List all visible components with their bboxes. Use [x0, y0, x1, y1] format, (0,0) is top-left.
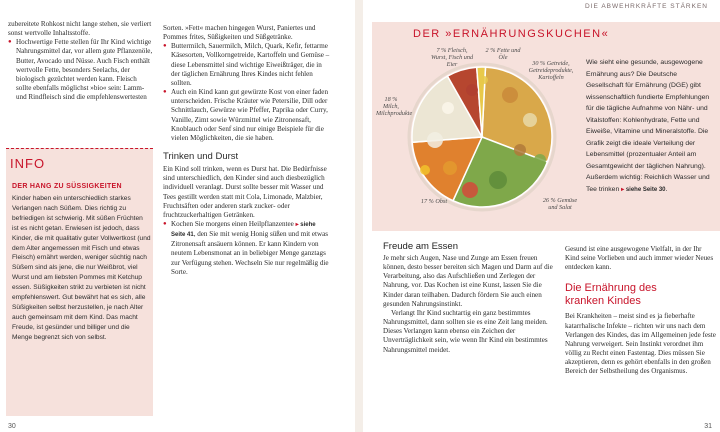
col4-intro: Gesund ist eine ausgewogene Vielfalt, in der Ihr Kind seine Vorlieben und auch immer wieder Neues entdecken kann.	[565, 245, 714, 272]
col4-para: Bei Krankheiten – meist sind es ja fieberhafte katarrhalische Infekte – richten wir uns nach dem Verlangen des Kindes, das im Allgemeinen jede feste Nahrung verweigert. Sein Instinkt verordnet ihm völlig zu Recht einen Fastentag. Dies müssen Sie akzeptieren, denn es gehört ebenfalls in den großen Bereich der Selbstheilung des Organismus.	[565, 312, 716, 376]
food-illustration	[534, 154, 546, 166]
food-illustration	[523, 113, 537, 127]
pie-label-fruit	[414, 198, 454, 205]
col2-bullet-tea-end: , den Sie mit wenig Honig süßen und mit etwas Zitronensaft ansäuern können. Er kann Kindern von neutem Lebensmonat an in beliebiger Menge ganztags zur Verfügung stehen. Wechseln Sie nur regelmäßig die Sorte.	[171, 230, 329, 276]
food-illustration	[427, 132, 443, 148]
food-illustration	[442, 102, 454, 114]
col3-para1: Je mehr sich Augen, Nase und Zunge am Essen freuen können, desto besser bereiten sich Magen und Darm auf die Verarbeitung, also das Aufschließen und Zerlegen der Nahrung, vor. Das Kochen ist eine Kunst, lassen Sie die Kinder daran teilhaben. Dadurch fördern Sie auch einen gesunden Nahrungsinstinkt.	[383, 254, 553, 308]
col1-bullet-fats: ● Hochwertige Fette stellen für Ihr Kind wichtige Nahrungsmittel dar, vor allem gute Pflanzenöle, Butter, Avocado und Nüsse. Auch Fisch enthält wertvolle Fette, besonders Seelachs, der biologisch gezüchtet werden kann. Fleisch sollte ebenfalls möglichst »bio« sein: Lamm- und Rindfleisch sind die empfehlenswertesten	[8, 38, 153, 102]
pie-label-fats-pct: 2 %	[485, 47, 496, 54]
food-illustration	[466, 84, 478, 96]
pie-label-fats-text: Fette und Öle	[496, 47, 521, 62]
food-illustration	[514, 144, 526, 156]
left-column-2	[163, 24, 330, 277]
col1-intro: zubereitete Rohkost nicht lange stehen, sie verliert sonst wertvolle Inhaltsstoffe.	[8, 20, 152, 38]
pie-label-milk-pct: 18 %	[384, 96, 398, 103]
col2-bullet-protein: ● Buttermilch, Sauermilch, Milch, Quark, Kefir, fettarme Käsesorten, Vollkorngetreide, Kartoffeln und Gemüse – diese Lebensmittel sind wichtige Eiweißträger, die in der täglichen Ernährung Ihres Kindes nicht fehlen sollten.	[163, 42, 330, 88]
pie-label-meat-pct: 7 %	[436, 47, 447, 54]
page-reference-text: siehe Seite 41	[171, 221, 316, 239]
info-subtitle: DER HANG ZU SÜSSIGKEITEN	[12, 183, 122, 190]
col2-bullet-tea-start: Kochen Sie morgens einen Heilpflanzentee	[171, 219, 294, 228]
info-label: INFO	[10, 156, 46, 171]
right-column-2	[565, 245, 717, 377]
arrow-right-icon: ▸	[295, 221, 299, 228]
pie-label-fats	[485, 47, 521, 61]
page-reference-30[interactable]	[621, 187, 665, 193]
info-body: Kinder haben ein unterschiedlich starkes Verlangen nach Süßem. Dies richtig zu befriedigen ist schwierig. Mit süßen Früchten ist es nicht getan. Erwiesen ist jedoch, dass Kinder, die mit qualitativ guter Vollwertkost (und dem Alter angemessen mit Fisch und etwas Fleisch) ernährt werden, weniger süchtig nach Süßem sind als jene, die nur Weißbrot, viel Wurst und am liebsten Pommes mit Ketchup essen. Süßigkeiten strikt zu verbieten ist nicht empfehlenswert. Gut bewährt hat es sich, alle Süßigkeiten selbst herzustellen, je nach Alter auch gemeinsam mit dem Kind. Das macht Freude, ist gesünder und billiger und die Menge begrenzt sich von selbst.	[12, 195, 151, 341]
pie-label-fruit-pct: 17 %	[420, 198, 434, 205]
diagram-description-end: .	[665, 185, 668, 193]
pie-label-grain	[520, 60, 582, 82]
heading-freude: Freude am Essen	[383, 241, 458, 252]
page-gutter	[355, 0, 363, 432]
food-illustration	[489, 171, 507, 189]
arrow-right-icon: ▸	[621, 186, 625, 193]
heading-trinken: Trinken und Durst	[163, 151, 239, 163]
col2-intro: Sorten. »Fett« machen hingegen Wurst, Paniertes und Pommes frites, Süßigkeiten und Süßgetränke.	[163, 24, 316, 42]
col3-para2: Verlangt Ihr Kind suchtartig ein ganz bestimmtes Nahrungsmittel, dann sollten sie es eine Zeit lang meiden. Dieses Verlangen kann ebenso ein Zeichen der Unverträglichkeit sein, wie wenn Ihr Kind ein bestimmtes Nahrungsmittel meidet.	[383, 308, 548, 354]
right-column-1	[383, 254, 554, 355]
pie-label-meat-text: Fleisch, Wurst, Fisch und Eier	[430, 47, 474, 69]
running-header: DIE ABWEHRKRÄFTE STÄRKEN	[585, 3, 708, 10]
pie-label-grain-text: Getreide, Getreideprodukte, Kartoffeln	[528, 60, 574, 82]
diagram-title: DER »ERNÄHRUNGSKUCHEN«	[413, 28, 610, 40]
pie-label-meat	[430, 47, 474, 69]
pie-label-milk-text: Milch, Milchprodukte	[376, 103, 413, 118]
pie-label-vegetables-text: Gemüse und Salat	[548, 197, 578, 212]
pie-label-fruit-text: Obst	[435, 198, 448, 205]
pie-label-vegetables-pct: 26 %	[542, 197, 556, 204]
food-illustration	[480, 76, 488, 84]
food-illustration	[462, 182, 478, 198]
food-illustration	[443, 161, 457, 175]
pie-label-vegetables	[540, 197, 580, 211]
col2-bullet-spices: ● Auch ein Kind kann gut gewürzte Kost von einer faden unterscheiden. Frische Kräuter wie Petersilie, Dill oder Schnittlauch, Gewürze wie Pfeffer, Paprika oder Curry, Vanille, Zimt sowie Würzmittel wie Zitronensaft, Knoblauch oder Senf sind nur einige Beispiele für die vielen Möglichkeiten, die sie haben.	[163, 88, 330, 143]
page-number-left: 30	[8, 423, 16, 430]
page-number-right: 31	[704, 423, 712, 430]
food-illustration	[502, 87, 518, 103]
pie-label-grain-pct: 30 %	[532, 60, 546, 67]
food-illustration	[420, 165, 430, 175]
page-reference-text: siehe Seite 30	[625, 186, 666, 193]
heading-kranken-kind: Die Ernährung des kranken Kindes	[565, 282, 657, 308]
diagram-description	[586, 57, 716, 196]
diagram-description-text: Wie sieht eine gesunde, ausgewogene Ernährung aus? Die Deutsche Gesellschaft für Ernährung (DGE) gibt wissenschaftlich fundierte Empfehlungen für die tägliche Aufnahme von Nähr- und Vitalstoffen: Kohlenhydrate, Fette und Eiweiße, Vitamine und Mineralstoffe. Die Grafik zeigt die ideale Verteilung der Lebensmittel (prozentualer Anteil am Gesamtgewicht der täglichen Nahrung). Außerdem wichtig: Reichlich Wasser und Tee trinken	[586, 59, 710, 193]
left-column-1	[8, 20, 153, 102]
pie-label-milk	[376, 96, 413, 118]
col2-para-trinken: Ein Kind soll trinken, wenn es Durst hat. Die Bedürfnisse sind unterschiedlich, den Kinder sind auch diesbezüglich individuell veranlagt. Durst sollte besser mit Wasser und Tees gestillt werden statt mit Cola, Limonade, Malzbier, Fruchtsäften oder anderen stark zucker- oder fruchtzuckerhaltigen Getränken.	[163, 165, 327, 219]
col2-bullet-tea	[163, 220, 330, 277]
